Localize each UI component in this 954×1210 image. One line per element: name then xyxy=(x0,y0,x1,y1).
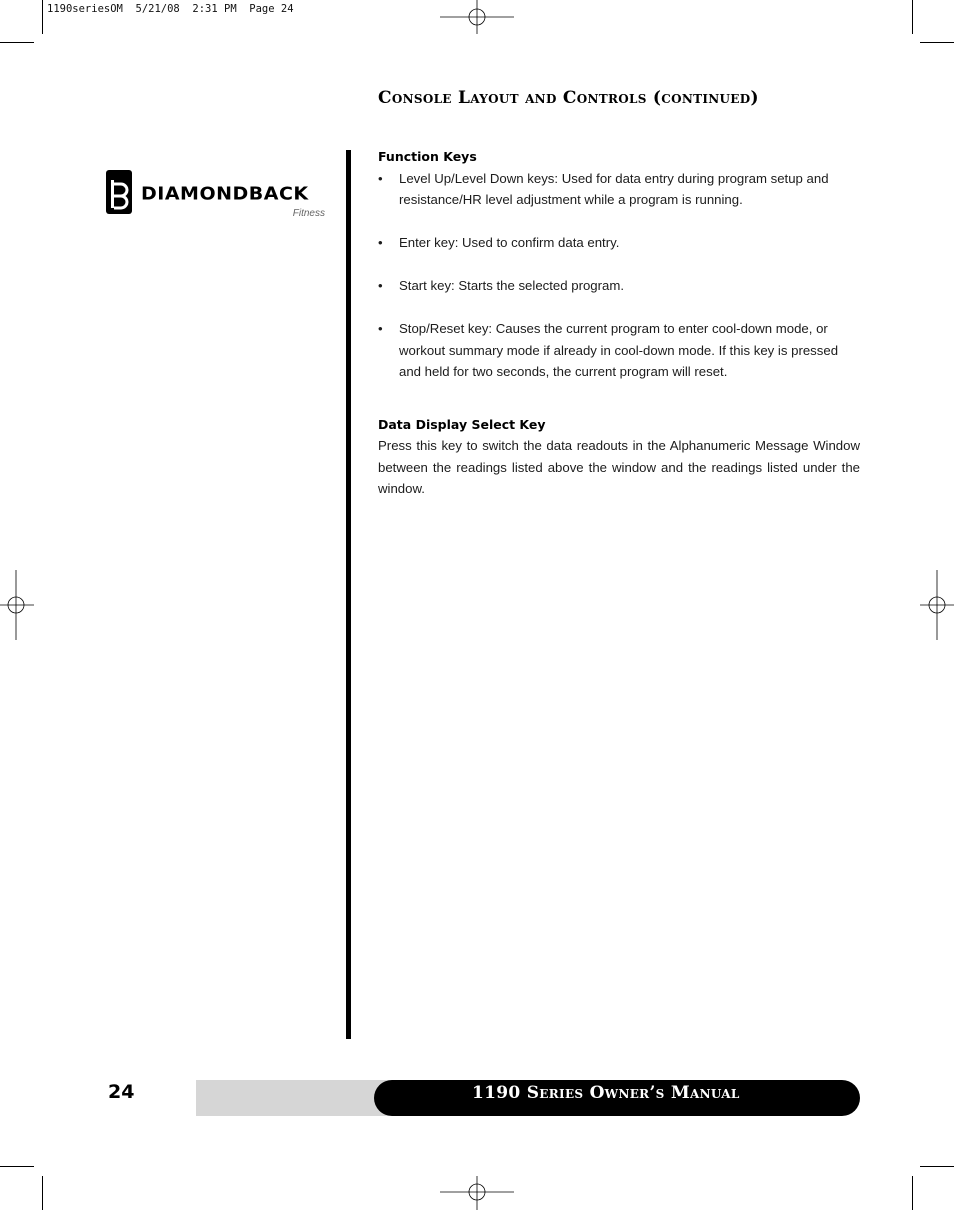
data-display-paragraph: Press this key to switch the data readouts in the Alphanumeric Message Window between the readings listed above the window and the readings listed under the window. xyxy=(378,438,860,496)
function-keys-heading: Function Keys xyxy=(378,149,477,164)
registration-mark-bottom xyxy=(440,1174,514,1210)
crop-mark xyxy=(0,1166,34,1167)
manual-title: 1190 Series Owner’s Manual xyxy=(472,1083,740,1103)
list-item: • Enter key: Used to confirm data entry. xyxy=(378,232,860,254)
page-number: 24 xyxy=(108,1081,135,1103)
list-item: • Level Up/Level Down keys: Used for data entry during program setup and resistance/HR level adjustment while a program is running. xyxy=(378,168,860,211)
logo-tagline: Fitness xyxy=(292,208,325,219)
logo-wordmark: DIAMONDBACK xyxy=(141,184,309,205)
registration-mark-left xyxy=(0,570,36,642)
diamondback-logo-icon xyxy=(106,170,132,214)
crop-mark xyxy=(920,42,954,43)
crop-mark xyxy=(920,1166,954,1167)
data-display-heading: Data Display Select Key xyxy=(378,416,546,432)
section-title: Console Layout and Controls (continued) xyxy=(378,88,759,108)
brand-logo xyxy=(106,170,328,222)
crop-mark xyxy=(0,42,34,43)
print-slug: 1190seriesOM 5/21/08 2:31 PM Page 24 xyxy=(47,3,294,15)
crop-mark xyxy=(42,1176,43,1210)
crop-mark xyxy=(42,0,43,34)
list-item: • Stop/Reset key: Causes the current program to enter cool-down mode, or workout summary mode if already in cool-down mode. If this key is pressed and held for two seconds, the current program will reset. xyxy=(378,318,860,383)
column-divider xyxy=(346,150,351,1039)
list-item: • Start key: Starts the selected program. xyxy=(378,275,860,297)
registration-mark-top xyxy=(440,0,514,36)
crop-mark xyxy=(912,0,913,34)
crop-mark xyxy=(912,1176,913,1210)
main-content xyxy=(378,146,860,500)
function-keys-list xyxy=(378,168,860,383)
registration-mark-right xyxy=(918,570,954,642)
